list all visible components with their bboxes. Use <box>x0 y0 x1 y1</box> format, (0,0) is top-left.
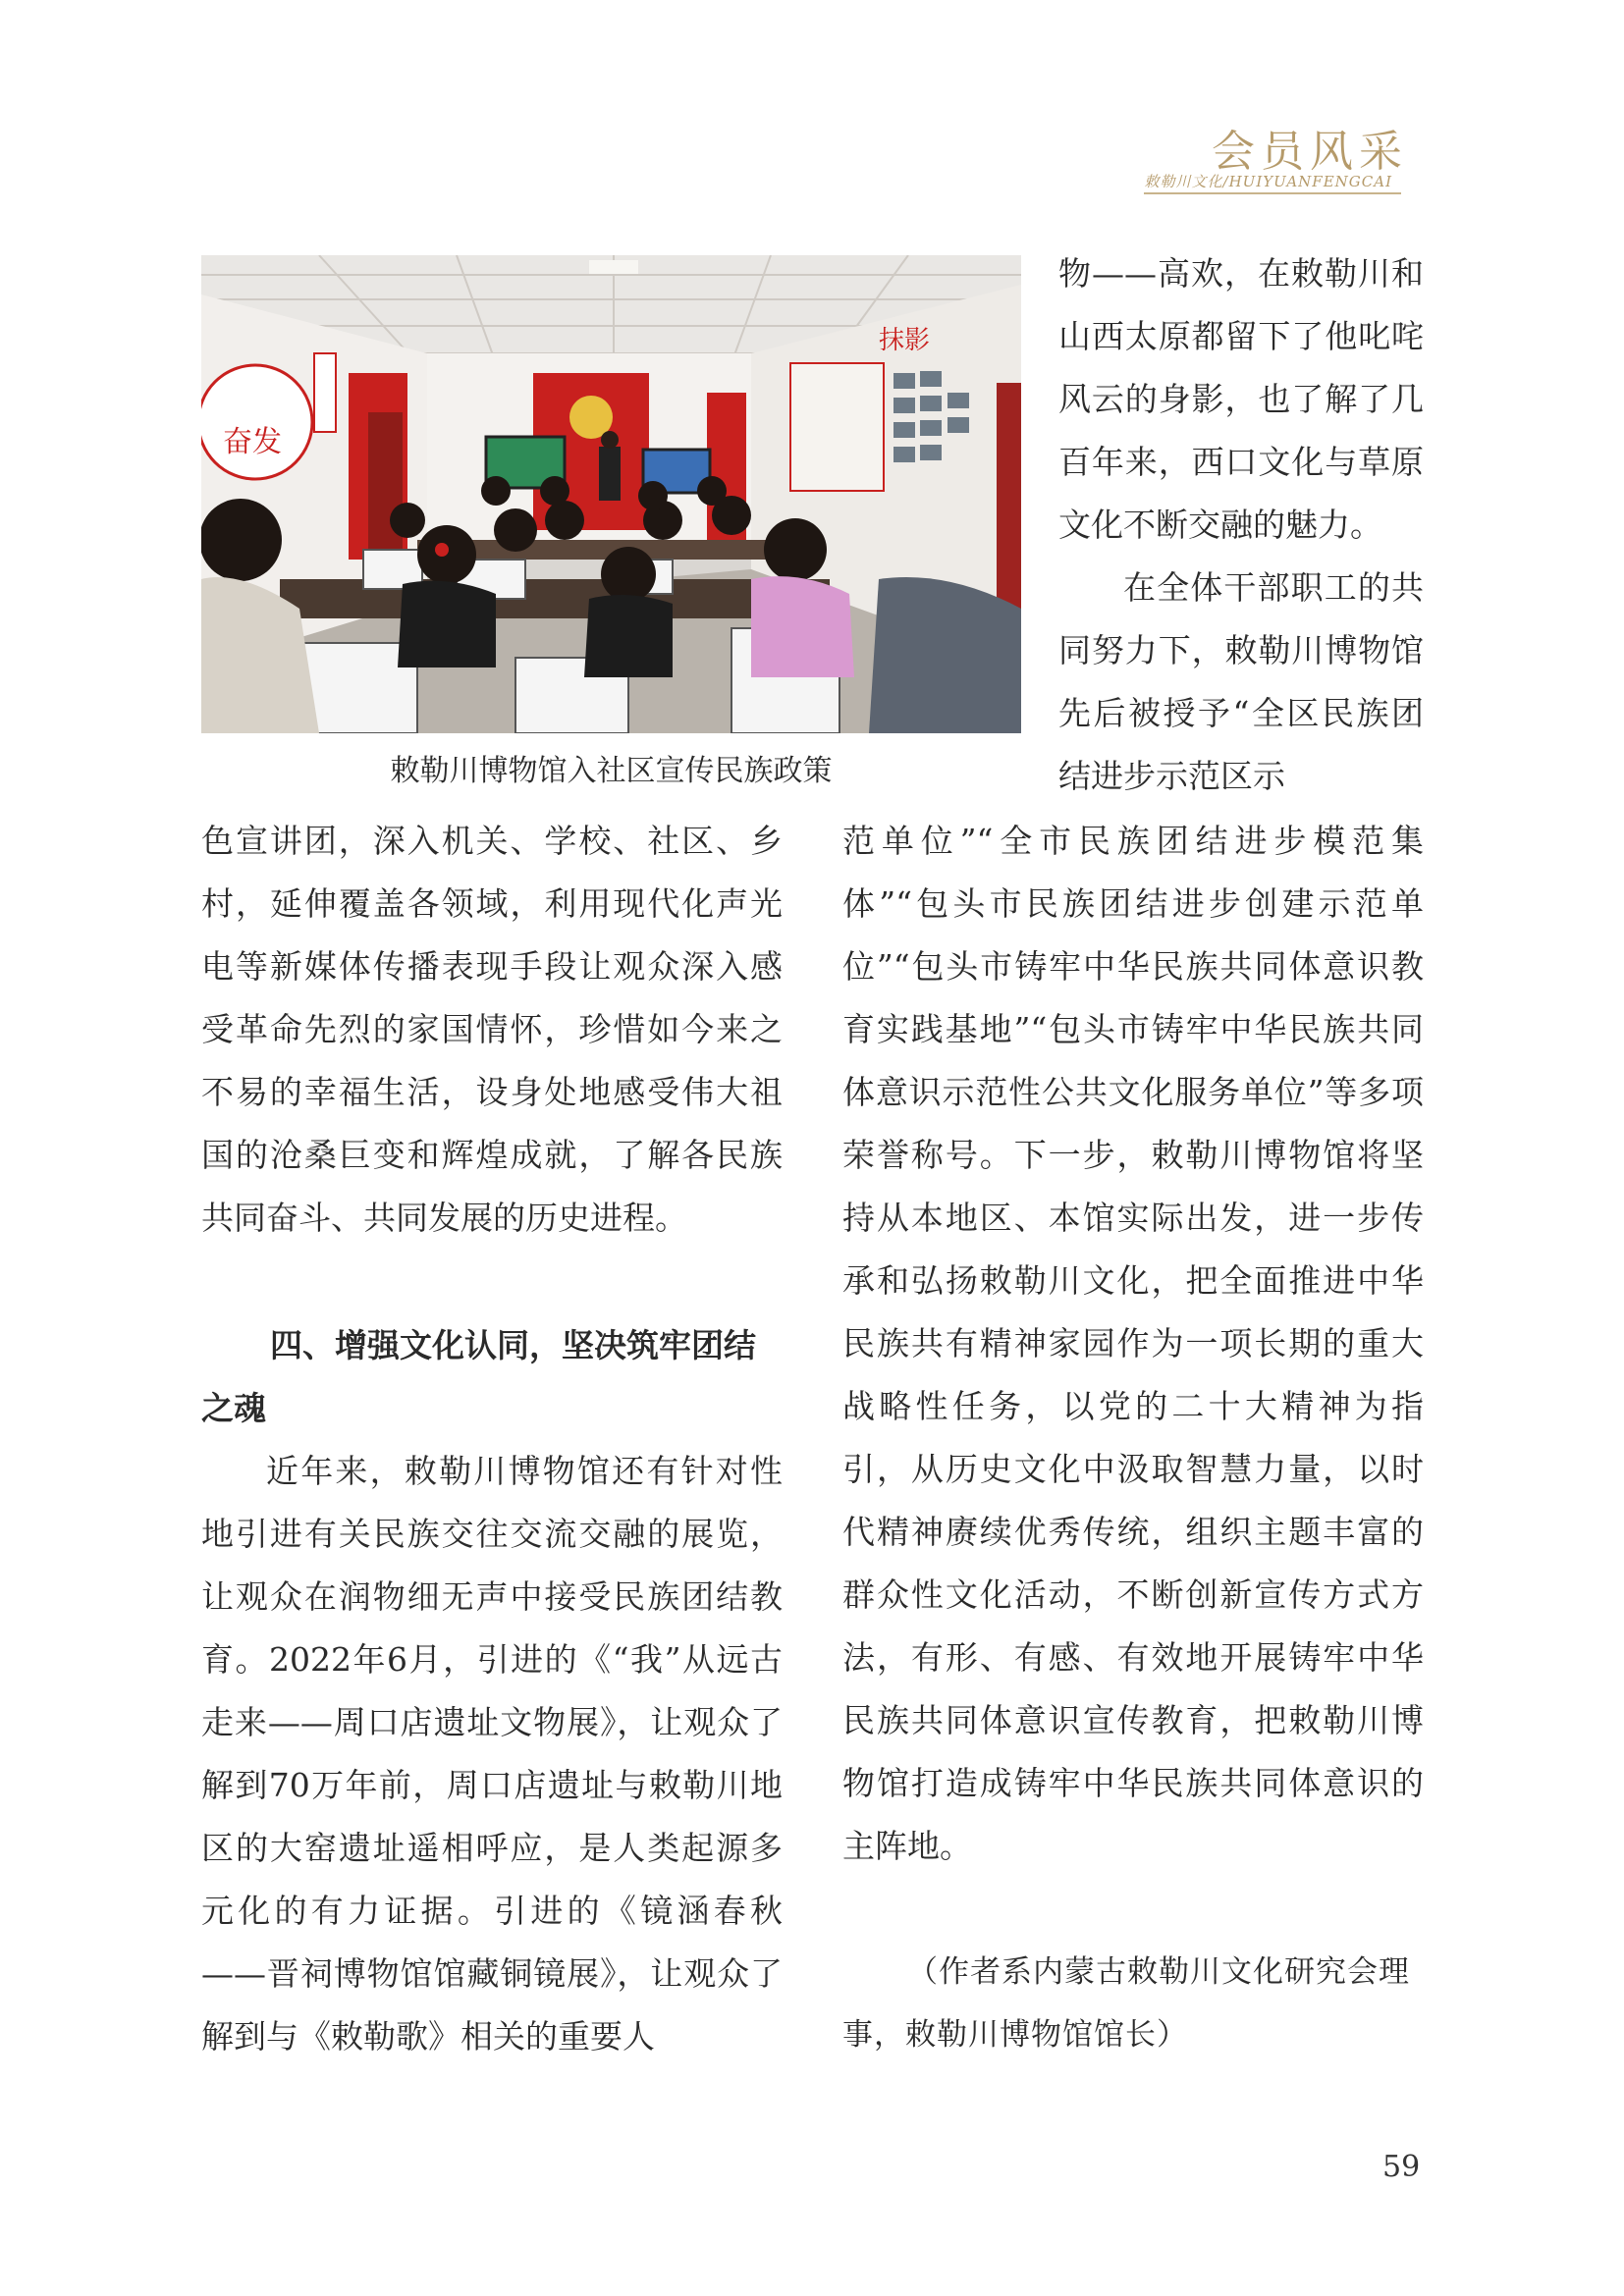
wall-slogan: 奋发 <box>223 425 282 459</box>
right-top-paragraph-2: 在全体干部职工的共同努力下，敕勒川博物馆先后被授予“全区民族团结进步示范区示 <box>1058 568 1424 795</box>
community-lecture-photo <box>201 255 1021 733</box>
left-continuation-paragraph: 色宣讲团，深入机关、学校、社区、乡村，延伸覆盖各领域，利用现代化声光电等新媒体传播表现手段让观众深入感受革命先烈的家国情怀，珍惜如今来之不易的幸福生活，设身处地感受伟大祖国的沧桑巨变和辉煌成就，了解各民族共同奋斗、共同发展的历史进程。 <box>201 822 783 1237</box>
right-column <box>842 810 1424 2066</box>
wall-title: 抹影 <box>879 326 931 355</box>
section-title: 会员风采 <box>1212 127 1408 177</box>
page-number: 59 <box>1382 2150 1421 2184</box>
photo-caption: 敕勒川博物馆入社区宣传民族政策 <box>390 754 833 788</box>
section-subtitle: 敕勒川文化/HUIYUANFENGCAI <box>1144 173 1392 190</box>
section-heading: 四、增强文化认同，坚决筑牢团结之魂 <box>201 1326 756 1427</box>
author-bio: （作者系内蒙古敕勒川文化研究会理事，敕勒川博物馆馆长） <box>842 1954 1410 2053</box>
header-rule <box>1144 192 1401 194</box>
right-top-paragraph-1: 物——高欢，在敕勒川和山西太原都留下了他叱咤风云的身影，也了解了几百年来，西口文化与草原文化不断交融的魅力。 <box>1058 254 1424 544</box>
left-body-paragraph: 近年来，敕勒川博物馆还有针对性地引进有关民族交往交流交融的展览，让观众在润物细无声中接受民族团结教育。2022年6月，引进的《“我”从远古走来——周口店遗址文物展》，让观众了解到70万年前，周口店遗址与敕勒川地区的大窑遗址遥相呼应，是人类起源多元化的有力证据。引进的《镜涵春秋——晋祠博物馆馆藏铜镜展》，让观众了解到与《敕勒歌》相关的重要人 <box>201 1452 783 2056</box>
left-column <box>201 810 783 2068</box>
right-continuation-paragraph: 范单位”“全市民族团结进步模范集体”“包头市民族团结进步创建示范单位”“包头市铸牢中华民族共同体意识教育实践基地”“包头市铸牢中华民族共同体意识示范性公共文化服务单位”等多项荣誉称号。下一步，敕勒川博物馆将坚持从本地区、本馆实际出发，进一步传承和弘扬敕勒川文化，把全面推进中华民族共有精神家园作为一项长期的重大战略性任务，以党的二十大精神为指引，从历史文化中汲取智慧力量，以时代精神赓续优秀传统，组织主题丰富的群众性文化活动，不断创新宣传方式方法，有形、有感、有效地开展铸牢中华民族共同体意识宣传教育，把敕勒川博物馆打造成铸牢中华民族共同体意识的主阵地。 <box>842 822 1424 1865</box>
right-top-text <box>1058 242 1424 808</box>
